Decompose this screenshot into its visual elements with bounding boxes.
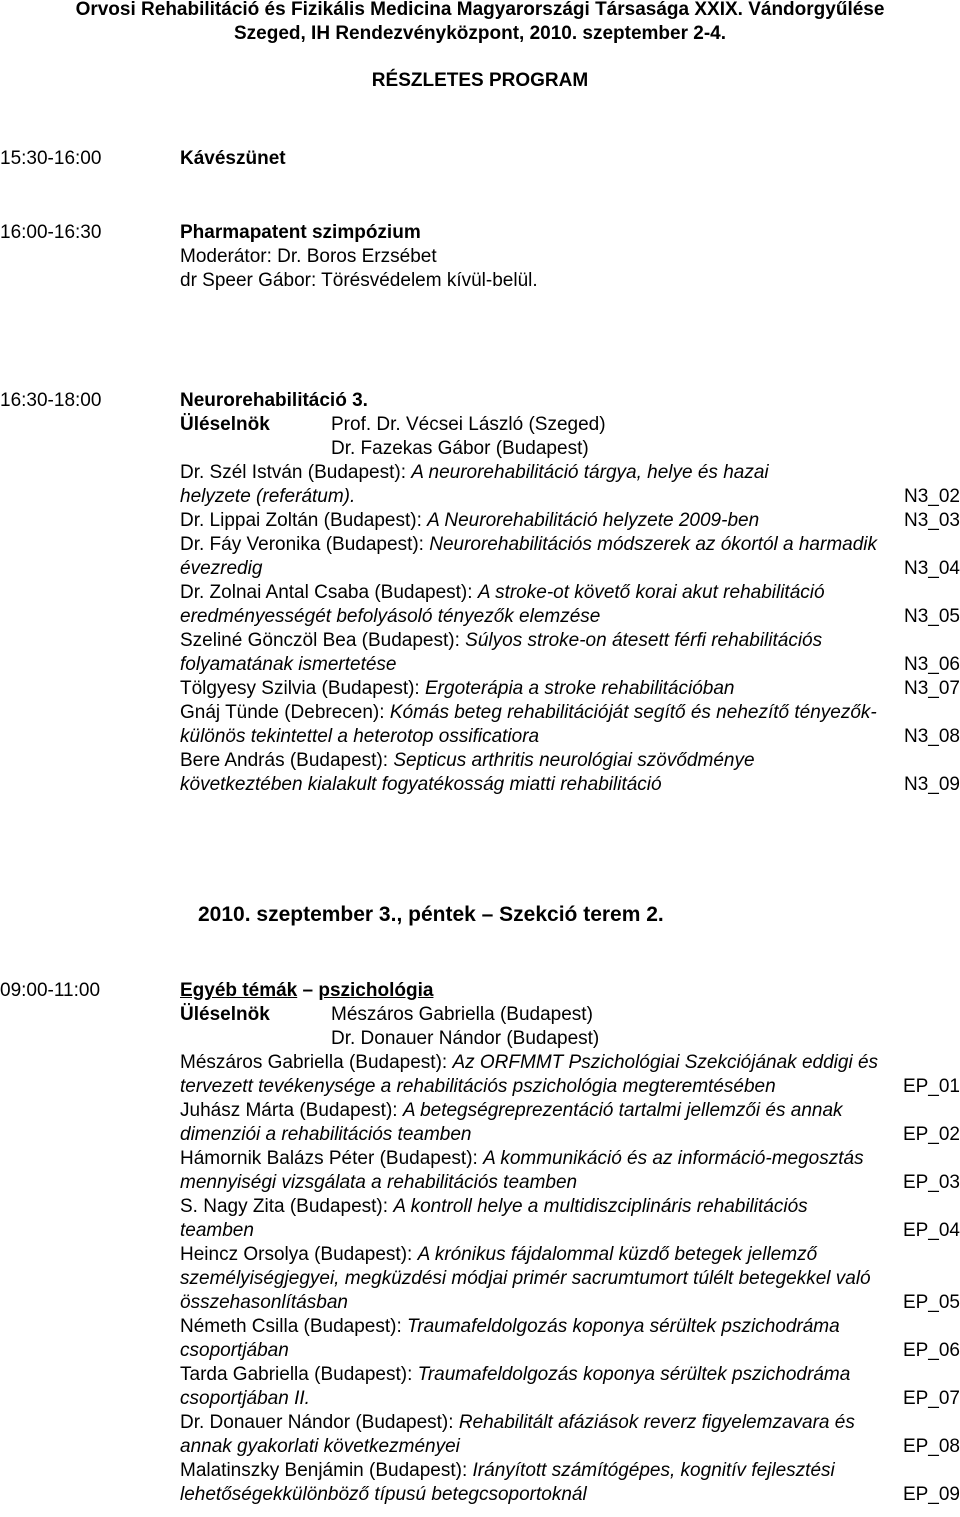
session-time: 15:30-16:00 xyxy=(0,148,102,169)
talk-title: Ergoterápia a stroke rehabilitációban xyxy=(425,678,735,699)
talk-title: A kontroll helye a multidiszciplináris rehabilitációs xyxy=(393,1196,808,1217)
talk-title: mennyiségi vizsgálata a rehabilitációs teamben xyxy=(180,1172,578,1193)
talk-title: eredményességét befolyásoló tényezők elemzése xyxy=(180,606,601,627)
abstract-code: EP_02 xyxy=(902,1124,960,1145)
talk-title: teamben xyxy=(180,1220,254,1241)
abstract-code: N3_04 xyxy=(904,558,960,579)
abstract-code: EP_08 xyxy=(902,1436,960,1457)
talk-author: Heincz Orsolya (Budapest): xyxy=(180,1244,418,1265)
day-heading xyxy=(198,903,664,927)
day-date: 2010. szeptember 3., péntek xyxy=(198,903,476,926)
conference-venue: Szeged, IH Rendezvényközpont, 2010. szeptember 2-4. xyxy=(233,23,727,44)
talk-author: Dr. Lippai Zoltán (Budapest): xyxy=(180,510,428,531)
session-title xyxy=(180,980,433,1002)
session-talk: dr Speer Gábor: Törésvédelem kívül-belül. xyxy=(180,270,538,291)
chair-name: Prof. Dr. Vécsei László (Szeged) xyxy=(331,414,606,435)
talk-title: összehasonlításban xyxy=(180,1292,348,1313)
talk-author: Juhász Márta (Budapest): xyxy=(180,1100,403,1121)
abstract-code: N3_06 xyxy=(904,654,960,675)
title-part: Egyéb témák xyxy=(180,980,298,1001)
abstract-code: EP_05 xyxy=(902,1292,960,1313)
title-part: pszichológia xyxy=(318,980,434,1001)
talk-author: Németh Csilla (Budapest): xyxy=(180,1316,408,1337)
abstract-code: N3_08 xyxy=(904,726,960,747)
talk-line xyxy=(180,582,825,604)
session-moderator: Moderátor: Dr. Boros Erzsébet xyxy=(180,246,437,267)
talk-author: Hámornik Balázs Péter (Budapest): xyxy=(180,1148,484,1169)
talk-title: Irányított számítógépes, kognitív fejlesztési xyxy=(472,1460,835,1481)
talk-author: Dr. Fáy Veronika (Budapest): xyxy=(180,534,430,555)
talk-title: A Neurorehabilitáció helyzete 2009-ben xyxy=(427,510,760,531)
day-room: Szekció terem 2. xyxy=(499,903,664,926)
chair-name: Dr. Donauer Nándor (Budapest) xyxy=(331,1028,600,1049)
chairs-label: Üléselnök xyxy=(180,414,270,435)
talk-title: Rehabilitált afáziások reverz figyelemzavara és xyxy=(458,1412,855,1433)
talk-title: Traumafeldolgozás koponya sérültek pszichodráma xyxy=(407,1316,840,1337)
abstract-code: EP_09 xyxy=(902,1484,960,1505)
chairs-label: Üléselnök xyxy=(180,1004,270,1025)
abstract-code: EP_07 xyxy=(902,1388,960,1409)
talk-title: Septicus arthritis neurológiai szövődménye xyxy=(393,750,755,771)
talk-line xyxy=(180,1460,835,1482)
abstract-code: N3_07 xyxy=(904,678,960,699)
session-time: 16:30-18:00 xyxy=(0,390,102,411)
talk-line xyxy=(180,678,734,700)
dash: – xyxy=(475,903,500,926)
talk-line xyxy=(180,1052,878,1074)
talk-author: Dr. Zolnai Antal Csaba (Budapest): xyxy=(180,582,478,603)
talk-line xyxy=(180,1148,864,1170)
talk-title: csoportjában II. xyxy=(180,1388,310,1409)
talk-author: Tarda Gabriella (Budapest): xyxy=(180,1364,418,1385)
talk-title: következtében kialakult fogyatékosság miatti rehabilitáció xyxy=(180,774,662,795)
talk-title: Az ORFMMT Pszichológiai Szekciójának eddigi és xyxy=(452,1052,879,1073)
talk-title: A neurorehabilitáció tárgya, helye és hazai xyxy=(411,462,769,483)
talk-title: Kómás beteg rehabilitációját segítő és nehezítő tényezők- xyxy=(389,702,877,723)
abstract-code: EP_04 xyxy=(902,1220,960,1241)
talk-title: különös tekintettel a heterotop ossificatiora xyxy=(180,726,540,747)
abstract-code: N3_03 xyxy=(904,510,960,531)
talk-line xyxy=(180,1316,840,1338)
chair-name: Mészáros Gabriella (Budapest) xyxy=(331,1004,593,1025)
chair-name: Dr. Fazekas Gábor (Budapest) xyxy=(331,438,589,459)
talk-line xyxy=(180,510,759,532)
talk-title: A betegségreprezentáció tartalmi jellemzői és annak xyxy=(402,1100,843,1121)
talk-title: A stroke-ot követő korai akut rehabilitáció xyxy=(477,582,825,603)
talk-title: tervezett tevékenysége a rehabilitációs pszichológia megteremtésében xyxy=(180,1076,776,1097)
talk-title: Neurorehabilitációs módszerek az ókortól a harmadik xyxy=(429,534,877,555)
talk-title: A krónikus fájdalommal küzdő betegek jellemző xyxy=(417,1244,818,1265)
talk-line xyxy=(180,630,822,652)
talk-title: személyiségjegyei, megküzdési módjai primér sacrumtumort túlélt betegekkel való xyxy=(180,1268,871,1289)
talk-line xyxy=(180,1196,808,1218)
session-title: Neurorehabilitáció 3. xyxy=(180,390,368,411)
session-time: 16:00-16:30 xyxy=(0,222,102,243)
abstract-code: EP_06 xyxy=(902,1340,960,1361)
talk-line xyxy=(180,750,755,772)
dash: – xyxy=(297,980,319,1001)
abstract-code: EP_01 xyxy=(902,1076,960,1097)
talk-title: évezredig xyxy=(180,558,263,579)
talk-author: Gnáj Tünde (Debrecen): xyxy=(180,702,390,723)
session-title: Kávészünet xyxy=(180,148,286,169)
talk-title: helyzete (referátum). xyxy=(180,486,356,507)
abstract-code: N3_02 xyxy=(904,486,960,507)
talk-title: A kommunikáció és az információ-megosztás xyxy=(483,1148,864,1169)
talk-author: Malatinszky Benjámin (Budapest): xyxy=(180,1460,473,1481)
talk-title: dimenziói a rehabilitációs teamben xyxy=(180,1124,472,1145)
talk-author: Dr. Szél István (Budapest): xyxy=(180,462,412,483)
talk-line xyxy=(180,534,877,556)
session-title: Pharmapatent szimpózium xyxy=(180,222,421,243)
abstract-code: N3_09 xyxy=(904,774,960,795)
conference-title: Orvosi Rehabilitáció és Fizikális Medicina Magyarországi Társasága XXIX. Vándorgyűlése xyxy=(75,0,885,20)
talk-title: lehetőségekkülönböző típusú betegcsoportoknál xyxy=(180,1484,587,1505)
abstract-code: N3_05 xyxy=(904,606,960,627)
talk-line xyxy=(180,462,769,484)
program-title: RÉSZLETES PROGRAM xyxy=(371,70,589,91)
talk-author: Bere András (Budapest): xyxy=(180,750,394,771)
abstract-code: EP_03 xyxy=(902,1172,960,1193)
talk-title: annak gyakorlati következményei xyxy=(180,1436,460,1457)
talk-title: Súlyos stroke-on átesett férfi rehabilitációs xyxy=(465,630,823,651)
talk-title: Traumafeldolgozás koponya sérültek pszichodráma xyxy=(417,1364,851,1385)
talk-author: S. Nagy Zita (Budapest): xyxy=(180,1196,394,1217)
session-time: 09:00-11:00 xyxy=(0,980,101,1001)
talk-author: Tölgyesy Szilvia (Budapest): xyxy=(180,678,425,699)
talk-line xyxy=(180,702,877,724)
talk-line xyxy=(180,1100,843,1122)
talk-line xyxy=(180,1364,850,1386)
talk-line xyxy=(180,1244,817,1266)
talk-title: csoportjában xyxy=(180,1340,289,1361)
talk-author: Mészáros Gabriella (Budapest): xyxy=(180,1052,453,1073)
talk-title: folyamatának ismertetése xyxy=(180,654,397,675)
talk-line xyxy=(180,1412,855,1434)
talk-author: Szeliné Gönczöl Bea (Budapest): xyxy=(180,630,466,651)
talk-author: Dr. Donauer Nándor (Budapest): xyxy=(180,1412,459,1433)
